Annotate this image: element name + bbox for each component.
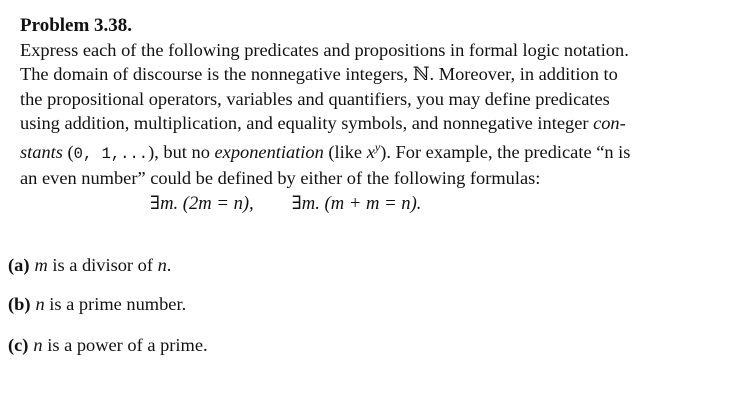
line-5-y: y <box>374 140 381 155</box>
part-b <box>8 292 186 316</box>
statement-line-5 <box>20 135 720 166</box>
statement-line-1: Express each of the following predicates and propositions in formal logic notation. <box>20 40 629 60</box>
line-5-like: (like <box>323 142 367 163</box>
part-a-var: m <box>34 255 48 275</box>
part-b-var: n <box>35 294 45 314</box>
formula-2: ∃m. (m + m = n). <box>291 193 422 214</box>
part-c <box>8 333 208 357</box>
example-formulas <box>150 192 421 216</box>
problem-title: Problem 3.38. <box>20 15 133 36</box>
formula-1: ∃m. (2m = n), <box>150 193 254 214</box>
statement-line-4 <box>20 111 720 135</box>
line-5-rest: ). For example, the predicate “n is <box>380 142 631 163</box>
line-5-stants: stants <box>20 142 63 163</box>
part-b-label: (b) <box>8 294 31 314</box>
line-5-constants: 0, 1,... <box>73 145 149 164</box>
problem-block <box>20 14 720 191</box>
statement-line-3: the propositional operators, variables and quantifiers, you may define predicates <box>20 88 610 109</box>
part-a-text: is a divisor of <box>47 255 158 275</box>
part-a-end: . <box>166 255 172 275</box>
part-c-label: (c) <box>8 335 29 355</box>
statement-line-2: The domain of discourse is the nonnegative integers, ℕ. Moreover, in addition to <box>20 64 618 85</box>
line-5-but: ), but no <box>148 142 215 163</box>
line-4-italic: con- <box>593 112 626 133</box>
part-a <box>8 253 171 277</box>
part-c-var: n <box>33 335 43 355</box>
problem-statement <box>20 38 720 191</box>
line-5-open: ( <box>62 142 74 163</box>
statement-line-6: an even number” could be defined by either of the following formulas: <box>20 168 541 189</box>
line-4-text: using addition, multiplication, and equality symbols, and nonnegative integer <box>20 112 594 133</box>
part-a-label: (a) <box>8 255 30 275</box>
part-b-text: is a prime number. <box>44 294 187 314</box>
part-a-var2: n <box>157 255 167 275</box>
line-5-exponentiation: exponentiation <box>214 142 324 163</box>
part-c-text: is a power of a prime. <box>42 335 208 355</box>
line-5-x: x <box>366 142 375 163</box>
